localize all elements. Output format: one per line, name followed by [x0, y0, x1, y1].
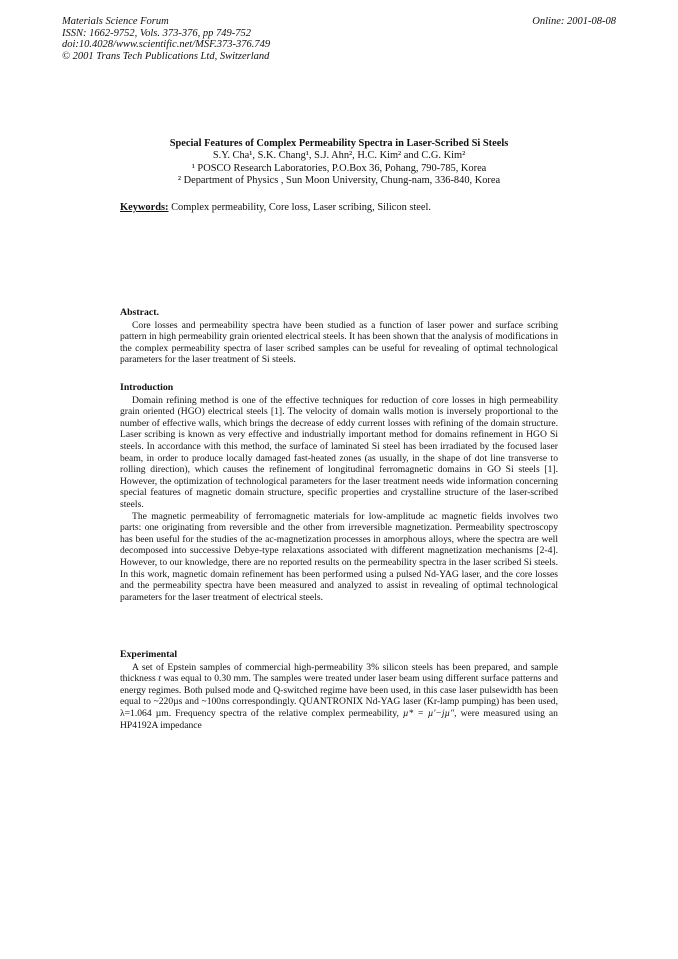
experimental-text-a: A set of Epstein samples of commercial high-permeability 3% silicon steels has been prepared, and sample thickness	[120, 661, 558, 685]
author-list: S.Y. Cha¹, S.K. Chang¹, S.J. Ahn², H.C. Kim² and C.G. Kim²	[212, 150, 466, 162]
title-block	[120, 138, 558, 188]
thickness-symbol: t	[158, 673, 161, 685]
journal-header	[62, 16, 270, 62]
introduction-paragraph-2: The magnetic permeability of ferromagnetic materials for low-amplitude ac magnetic fields involves two parts: one originating from reversible and the other from irreversible magnetization. Permeability spectroscopy has been useful for the studies of the ac-magnetization processes in amorphous alloys, where the spectra are well decomposed into successive Debye-type relaxations associated with different magnetization mechanisms [2-4]. However, to our knowledge, there are no reported results on the permeability spectra in the laser scribed Si steels. In this work, magnetic domain refinement has been performed using a pulsed Nd-YAG laser, and the core losses and the permeability spectra have been measured and analyzed to assist in revealing of optimal technological parameters for the laser treatment of electrical steels.	[120, 510, 558, 603]
copyright-line: © 2001 Trans Tech Publications Ltd, Switzerland	[62, 50, 270, 62]
journal-name: Materials Science Forum	[62, 16, 169, 27]
keywords-line	[120, 202, 431, 213]
affiliation-2: ² Department of Physics , Sun Moon University, Chung-nam, 336-840, Korea	[177, 175, 501, 187]
doi-link[interactable]: doi:10.4028/www.scientific.net/MSF.373-376.749	[62, 39, 271, 51]
permeability-formula: µ* = µ'−jµ"	[402, 707, 455, 719]
experimental-section	[120, 649, 558, 731]
experimental-text-b: was equal to 0.30 mm. The samples were treated under laser beam using different surface patterns and energy regimes. Both pulsed mode and Q-switched regime have been used, in this case laser pulsewidth has been equal to ~220µs and ~100ns correspondingly. QUANTRONIX Nd-YAG laser (Kr-lamp pumping) has been used, λ=1.064 µm. Frequency spectra of the relative complex permeability,	[120, 673, 558, 719]
abstract-section	[120, 307, 558, 366]
affiliation-1: ¹ POSCO Research Laboratories, P.O.Box 36, Pohang, 790-785, Korea	[191, 162, 487, 174]
introduction-section	[120, 382, 558, 603]
issn-line: ISSN: 1662-9752, Vols. 373-376, pp 749-752	[62, 27, 251, 39]
experimental-paragraph-1	[120, 662, 558, 732]
introduction-heading: Introduction	[120, 382, 174, 393]
paper-title: Special Features of Complex Permeability Spectra in Laser-Scribed Si Steels	[169, 138, 509, 149]
experimental-text-c: , were measured using an HP4192A impedance	[120, 707, 558, 731]
abstract-text: Core losses and permeability spectra have been studied as a function of laser power and surface scribing pattern in high permeability grain oriented electrical steels. It has been shown that the analysis of modifications in the complex permeability spectra of laser scribed samples can be useful for revealing of optimal technological parameters for the laser treatment of Si steels.	[120, 319, 558, 366]
keywords-text: Complex permeability, Core loss, Laser scribing, Silicon steel.	[171, 202, 432, 213]
keywords-label: Keywords:	[120, 202, 169, 213]
introduction-paragraph-1: Domain refining method is one of the effective techniques for reduction of core losses in high permeability grain oriented (HGO) electrical steels [1]. The velocity of domain walls motion is inversely proportional to the number of effective walls, which brings the decrease of eddy current losses with refining of the domain structure. Laser scribing is known as very effective and industrially important method for domains refinement in HGO Si steels. In accordance with this method, the surface of laminated Si steel has been irradiated by the focused laser beam, in order to produce locally damaged fast-heated zones (as usually, in the shape of dot line transverse to rolling direction), which causes the refinement of longitudinal ferromagnetic domains in GO Si steels [1]. However, the optimization of technological parameters for the laser treatment needs wide information concerning special features of magnetic domain structure, specific properties and crystalline structure of the laser-scribed steels.	[120, 394, 558, 510]
online-date: Online: 2001-08-08	[532, 16, 616, 27]
abstract-heading: Abstract.	[120, 307, 159, 318]
experimental-heading: Experimental	[120, 649, 178, 660]
